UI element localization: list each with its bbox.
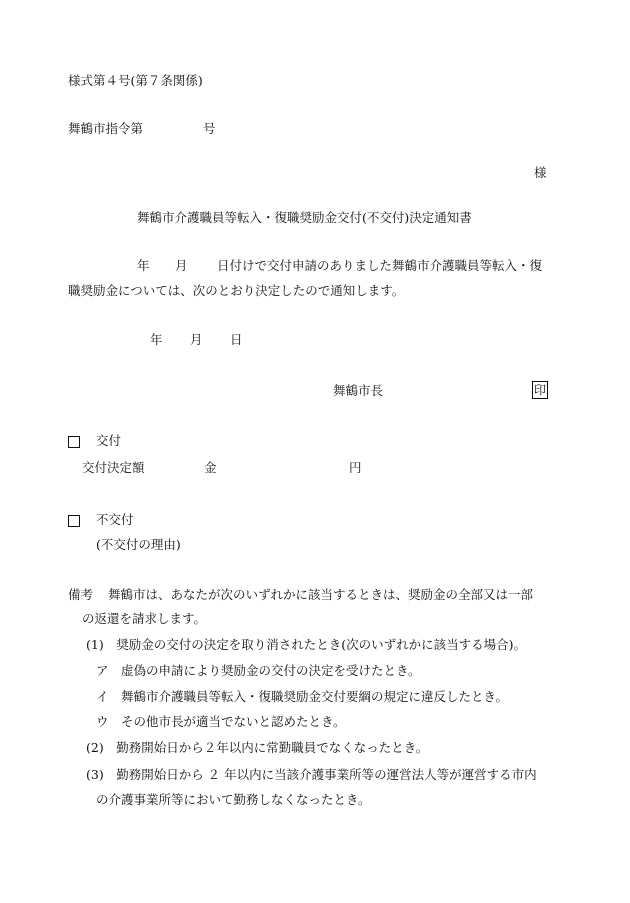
grant-label: 交付	[96, 433, 122, 448]
non-grant-reason-label: (不交付の理由)	[96, 537, 181, 552]
grant-yen: 円	[349, 460, 362, 475]
body-year: 年	[137, 258, 150, 273]
remarks-item3-line1: (3) 勤務開始日から ２ 年以内に当該介護事業所等の運営法人等が運営する市内	[86, 767, 537, 782]
grant-checkbox[interactable]	[68, 436, 80, 448]
grant-amount-label: 交付決定額	[82, 460, 145, 475]
seal-mark: 印	[533, 383, 546, 397]
date-month: 月	[190, 332, 203, 347]
directive-suffix: 号	[203, 121, 216, 136]
document-title: 舞鶴市介護職員等転入・復職奨励金交付(不交付)決定通知書	[137, 210, 472, 225]
remarks-item1: (1) 奨励金の交付の決定を取り消されたとき(次のいずれかに該当する場合)。	[86, 637, 526, 652]
issuer: 舞鶴市長	[333, 383, 384, 398]
grant-kin: 金	[204, 460, 217, 475]
remarks-item1-u: ウ その他市長が適当でないと認めたとき。	[96, 714, 346, 729]
form-number: 様式第４号(第７条関係)	[68, 73, 203, 88]
remarks-item1-a: ア 虚偽の申請により奨励金の交付の決定を受けたとき。	[96, 663, 421, 678]
body-month: 月	[175, 258, 188, 273]
date-day: 日	[230, 332, 243, 347]
remarks-heading: 備考	[68, 587, 94, 602]
remarks-item2: (2) 勤務開始日から２年以内に常勤職員でなくなったとき。	[86, 740, 429, 755]
body-line1: 日付けで交付申請のありました舞鶴市介護職員等転入・復	[217, 258, 543, 273]
date-year: 年	[150, 332, 163, 347]
remarks-line1: 舞鶴市は、あなたが次のいずれかに該当するときは、奨励金の全部又は一部	[108, 587, 534, 602]
remarks-line2: の返還を請求します。	[82, 611, 207, 626]
addressee-suffix: 様	[534, 165, 547, 180]
remarks-item3-line2: の介護事業所等において勤務しなくなったとき。	[96, 792, 371, 807]
remarks-item1-i: イ 舞鶴市介護職員等転入・復職奨励金交付要綱の規定に違反したとき。	[96, 689, 509, 704]
directive-prefix: 舞鶴市指令第	[68, 121, 144, 136]
body-line2: 職奨励金については、次のとおり決定したので通知します。	[68, 283, 405, 298]
non-grant-label: 不交付	[96, 512, 134, 527]
non-grant-checkbox[interactable]	[68, 515, 80, 527]
